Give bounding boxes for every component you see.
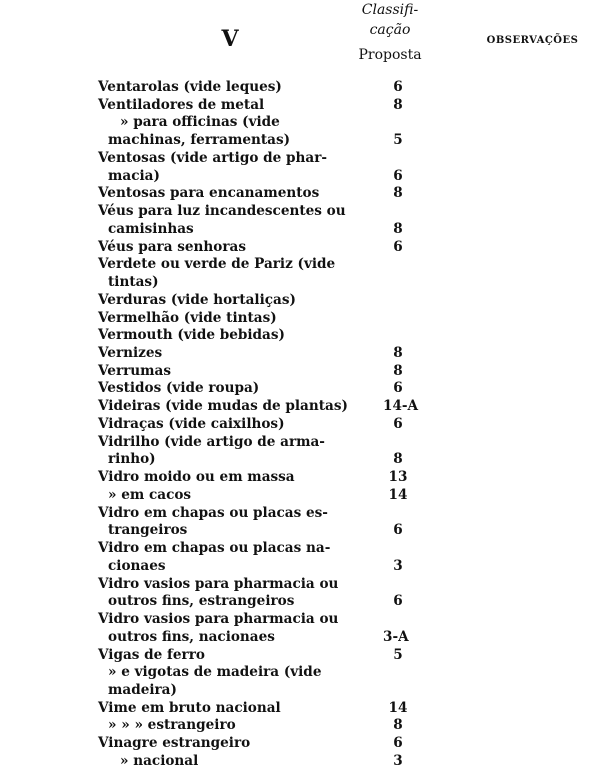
item-classification: 8 <box>393 96 403 113</box>
list-item <box>98 505 458 523</box>
list-item <box>98 451 458 469</box>
item-classification: 6 <box>393 522 403 539</box>
item-description: Vidraças (vide caixilhos) <box>98 415 285 432</box>
item-description: outros fins, nacionaes <box>108 628 275 645</box>
item-classification: 6 <box>393 593 403 610</box>
item-description: Véus para luz incandescentes ou <box>98 203 346 220</box>
item-description: Vidro vasios para pharmacia ou <box>98 575 339 592</box>
item-description: outros fins, estrangeiros <box>108 593 295 610</box>
item-classification: 14-A <box>383 398 419 415</box>
list-item <box>98 114 458 132</box>
list-item <box>98 345 458 363</box>
item-description: Ventiladores de metal <box>98 96 265 113</box>
list-item <box>98 522 458 540</box>
list-item <box>98 363 458 381</box>
item-description: Vidro em chapas ou placas es- <box>98 504 328 521</box>
item-classification: 6 <box>393 238 403 255</box>
item-description: Ventosas (vide artigo de phar- <box>98 149 328 166</box>
list-item <box>98 700 458 718</box>
item-description: camisinhas <box>108 220 194 237</box>
list-item <box>98 682 458 700</box>
list-item <box>98 593 458 611</box>
list-item <box>98 203 458 221</box>
list-item <box>98 274 458 292</box>
classification-header-line1: Classifi- <box>361 2 419 18</box>
item-description: Vinagre estrangeiro <box>98 735 251 752</box>
item-description: machinas, ferramentas) <box>108 132 291 149</box>
list-item <box>98 717 458 735</box>
classification-list <box>98 79 458 771</box>
item-classification: 3 <box>393 752 403 769</box>
list-item <box>98 540 458 558</box>
item-description: Vigas de ferro <box>98 646 205 663</box>
list-item <box>98 558 458 576</box>
item-description: rinho) <box>108 451 156 468</box>
list-item <box>98 327 458 345</box>
list-item <box>98 753 458 771</box>
item-description: Ventarolas (vide leques) <box>98 79 282 95</box>
item-classification: 5 <box>393 132 403 149</box>
list-item <box>98 185 458 203</box>
item-classification: 6 <box>393 380 403 397</box>
item-description: Videiras (vide mudas de plantas) <box>98 398 348 415</box>
list-item <box>98 576 458 594</box>
item-classification: 8 <box>393 362 403 379</box>
item-description: Vermelhão (vide tintas) <box>98 309 277 326</box>
list-item <box>98 487 458 505</box>
item-classification: 14 <box>388 699 408 716</box>
list-item <box>98 664 458 682</box>
item-classification: 8 <box>393 451 403 468</box>
item-description: Vidrilho (vide artigo de arma- <box>98 433 325 450</box>
list-item <box>98 469 458 487</box>
list-item <box>98 97 458 115</box>
item-description: Verdete ou verde de Pariz (vide <box>98 256 336 273</box>
item-description: Vime em bruto nacional <box>98 699 281 716</box>
list-item <box>98 611 458 629</box>
item-classification: 6 <box>393 415 403 432</box>
list-item <box>98 629 458 647</box>
list-item <box>98 239 458 257</box>
item-description: madeira) <box>108 681 177 698</box>
observations-header: OBSERVAÇÕES <box>486 35 579 46</box>
list-item <box>98 150 458 168</box>
list-item <box>98 221 458 239</box>
list-item <box>98 310 458 328</box>
item-description: trangeiros <box>108 522 188 539</box>
list-item <box>98 168 458 186</box>
item-classification: 6 <box>393 167 403 184</box>
list-item <box>98 132 458 150</box>
item-description: Vidro em chapas ou placas na- <box>98 540 331 557</box>
item-description: Verrumas <box>98 362 171 379</box>
list-item <box>98 398 458 416</box>
list-item <box>98 434 458 452</box>
item-description: » para officinas (vide <box>120 114 280 131</box>
item-classification: 3 <box>393 557 403 574</box>
list-item <box>98 256 458 274</box>
item-classification: 8 <box>393 185 403 202</box>
item-classification: 3-A <box>383 628 409 645</box>
item-description: » e vigotas de madeira (vide <box>108 664 322 681</box>
list-item <box>98 292 458 310</box>
item-classification: 6 <box>393 735 403 752</box>
classification-header-line3: Proposta <box>358 47 422 63</box>
item-description: Ventosas para encanamentos <box>98 185 320 202</box>
item-description: Vermouth (vide bebidas) <box>98 327 285 344</box>
list-item <box>98 380 458 398</box>
item-description: Vernizes <box>98 345 163 362</box>
item-classification: 8 <box>393 220 403 237</box>
item-classification: 13 <box>388 469 408 486</box>
section-letter: V <box>221 26 239 52</box>
item-description: tintas) <box>108 274 159 291</box>
item-description: Vidro moido ou em massa <box>98 469 295 486</box>
item-classification: 8 <box>393 345 403 362</box>
item-classification: 5 <box>393 646 403 663</box>
item-description: cionaes <box>108 557 166 574</box>
item-description: » em cacos <box>108 486 192 503</box>
item-description: Vestidos (vide roupa) <box>98 380 260 397</box>
item-description: Verduras (vide hortaliças) <box>98 291 296 308</box>
item-classification: 6 <box>393 79 403 95</box>
classification-header-line2: cação <box>369 22 411 38</box>
item-description: » nacional <box>120 752 199 769</box>
item-classification: 14 <box>388 486 408 503</box>
item-description: Véus para senhoras <box>98 238 246 255</box>
item-description: macia) <box>108 167 160 184</box>
list-item <box>98 79 458 97</box>
list-item <box>98 647 458 665</box>
item-description: » » » estrangeiro <box>108 717 236 734</box>
list-item <box>98 735 458 753</box>
item-classification: 8 <box>393 717 403 734</box>
item-description: Vidro vasios para pharmacia ou <box>98 611 339 628</box>
list-item <box>98 416 458 434</box>
